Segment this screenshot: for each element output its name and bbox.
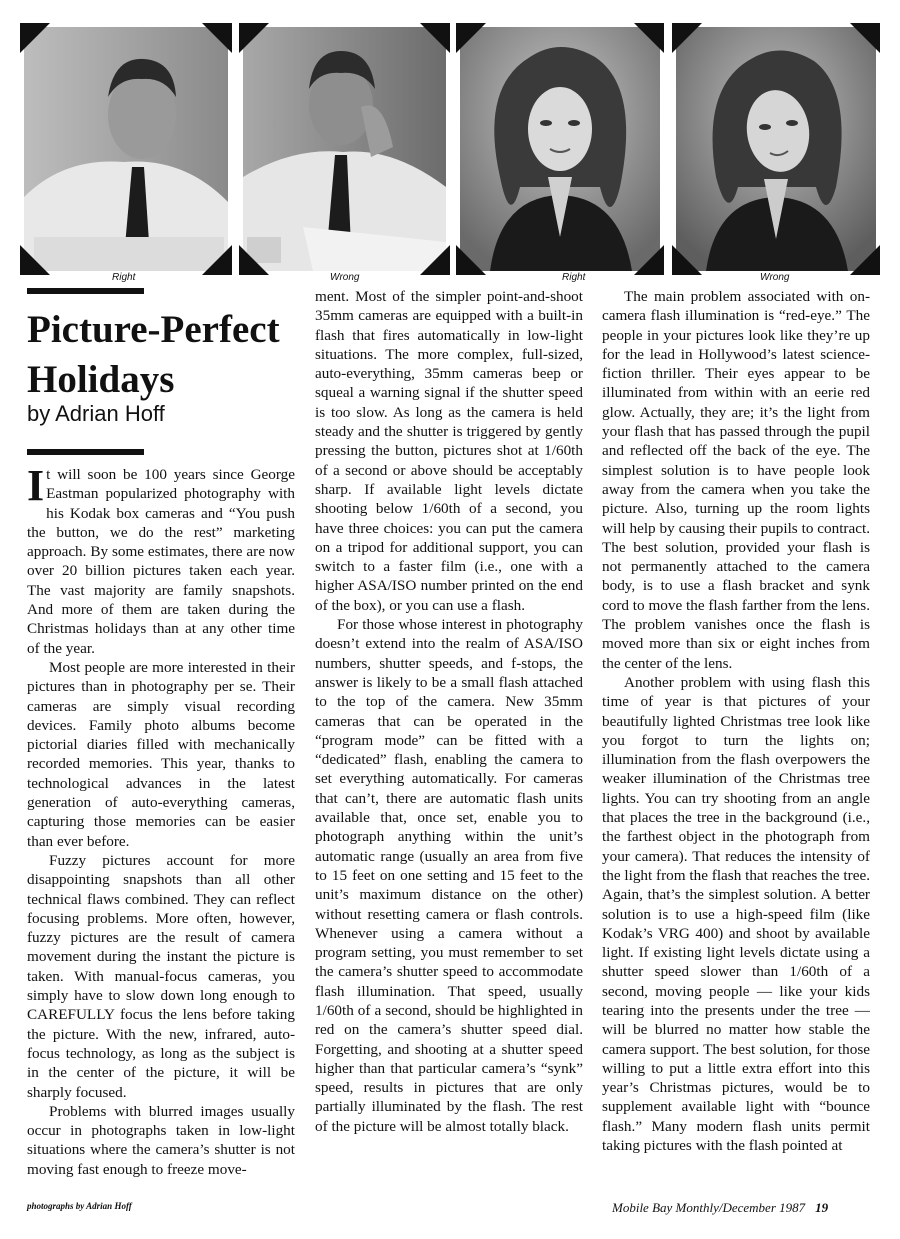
drop-cap: I [27,461,45,510]
photo-4-caption: Wrong [760,272,790,283]
publication-name: Mobile Bay Monthly/December 1987 [612,1200,806,1215]
photo-corner-tl [239,23,269,53]
photo-corner-tr [634,23,664,53]
title-rule-top [27,288,144,294]
paragraph: Problems with blurred images usually occur in photographs taken in low-light situations where the camera’s shutter is not moving fast enough to freeze move- [27,1102,295,1178]
page-footer [612,1200,828,1216]
photo-corner-tr [420,23,450,53]
photo-corner-tr [202,23,232,53]
photo-2-caption: Wrong [330,272,360,283]
photo-woman-facing-camera [460,27,660,271]
photo-corner-br [420,245,450,275]
photo-corner-tl [672,23,702,53]
photo-4 [676,27,876,271]
paragraph: Another problem with using flash this time of year is that pictures of your beautifully lighted Christmas tree look like you forgot to turn the lights on; illumination from the flash overpowers the weaker illumination of the Christmas tree lights. You can try shooting from an angle that places the tree in the background (i.e., the farthest object in the photograph from your camera). That reduces the intensity of the light from the flash that reaches the tree. Again, that’s the simplest solution. A better solution is to use a high-speed film (like Kodak’s VRG 400) and shoot by available light. If existing light levels dictate using a shutter speed slower than 1/60th of a second, moving people — like your kids tearing into the presents under the tree — will be blurred no matter how stable the camera support. The best solution, for those willing to put a little extra effort into this year’s Christmas pictures, would be to supplement available light with “bounce flash.” Many modern flash units permit taking pictures with the flash pointed at [602,673,870,1155]
photo-3-caption: Right [562,272,586,283]
article-title: Picture-Perfect Holidays [27,308,280,401]
photo-corner-tr [850,23,880,53]
photo-corner-tl [456,23,486,53]
paragraph: For those whose interest in photography doesn’t extend into the realm of ASA/ISO numbers, shutter speeds, and f-stops, the answer is likely to be a small flash attached to the top of the camera. New 35mm cameras that can be operated in the “program mode” can be fitted with a “dedicated” flash, enabling the camera to set everything automatically. For cameras that can’t, there are automatic flash units available that, once set, enable you to photograph anything within the unit’s automatic range (usually an area from five to 15 feet on one setting and 15 feet to the unit’s maximum distance on the other) without resetting camera or flash controls. Whenever using a camera without a program setting, you must remember to set the camera’s shutter speed to accommodate flash illumination. That speed, usually 1/60th of a second, should be highlighted in red on the camera’s shutter speed dial. Forgetting, and shooting at a shutter speed higher than that particular camera’s “synk” speed, results in pictures that are only partially illuminated by the flash. The rest of the picture will be almost totally black. [315,616,583,1135]
photo-man-hand-on-face [243,27,446,271]
photo-man-smiling [24,27,228,271]
page-number: 19 [815,1200,829,1215]
photo-1-caption: Right [112,272,136,283]
photo-corner-br [850,245,880,275]
photo-corner-bl [672,245,702,275]
photo-credit: photographs by Adrian Hoff [27,1201,132,1211]
photo-corner-tl [20,23,50,53]
photo-corner-bl [20,245,50,275]
paragraph: ment. Most of the simpler point-and-shoot 35mm cameras are equipped with a built-in flash that fires automatically in low-light situations. The more complex, full-sized, auto-everything, 35mm cameras beep or squeal a warning signal if the shutter speed is too slow. As long as the camera is held steady and the shutter is triggered by gently pressing the button, pictures shot at 1/60th of a second or above should be acceptably sharp. If available light levels dictate shooting below 1/60th of a second, you have three choices: you can put the camera on a tripod for additional support, you can switch to a faster film (i.e., one with a higher ASA/ISO number printed on the end of the box), or you can use a flash. [315,288,583,614]
paragraph: The main problem associated with on-camera flash illumination is “red-eye.” The people in your pictures look like they’re up for the lead in Hollywood’s latest science-fiction thriller. Their eyes appear to be illuminated from within with an eerie red glow. Actually, they are; it’s the light from your flash that has passed through the pupil and reflected off the back of the eye. The simplest solution is to have people look away from the camera when you take the picture. Also, turning up the room lights will help by causing their pupils to contract. The best solution, provided your flash is not permanently attached to the camera body, is to use a flash bracket and synk cord to move the flash farther from the lens. The problem vanishes once the flash is moved more than six or eight inches from the center of the lens. [602,288,870,672]
title-rule-bottom [27,449,144,455]
article-column-1 [27,461,295,1179]
photo-corner-br [202,245,232,275]
photo-woman-tilted-head [676,27,876,271]
photo-2 [243,27,446,271]
photo-3 [460,27,660,271]
photo-1 [24,27,228,271]
photo-corner-bl [456,245,486,275]
article-column-3 [602,287,870,1155]
article-byline: by Adrian Hoff [27,401,165,426]
paragraph: Fuzzy pictures account for more disappointing snapshots than all other technical flaws combined. They can reflect focusing problems. More often, however, fuzzy pictures are the result of camera movement during the instant the picture is taken. With manual-focus cameras, you simply have to slow down long enough to CAREFULLY focus the lens before taking the picture. With the new, infrared, auto-focus technology, as long as the subject is in the center of the picture, it will be sharply focused. [27,851,295,1101]
article-column-2 [315,287,583,1136]
photo-corner-br [634,245,664,275]
paragraph: Most people are more interested in their pictures than in photography per se. Their cameras are simply visual recording devices. Family photo albums become pictorial diaries filled with mechanically recorded memories. This year, thanks to technological advances in the latest generation of auto-everything cameras, capturing those memories can be easier than ever before. [27,658,295,850]
paragraph: It will soon be 100 years since George Eastman popularized photography with his Kodak box cameras and “You push the button, we do the rest” marketing approach. By some estimates, there are now over 20 billion pictures taken each year. The vast majority are family snapshots. And more of them are taken during the Christmas holidays than at any other time of the year. [27,461,295,657]
photo-corner-bl [239,245,269,275]
